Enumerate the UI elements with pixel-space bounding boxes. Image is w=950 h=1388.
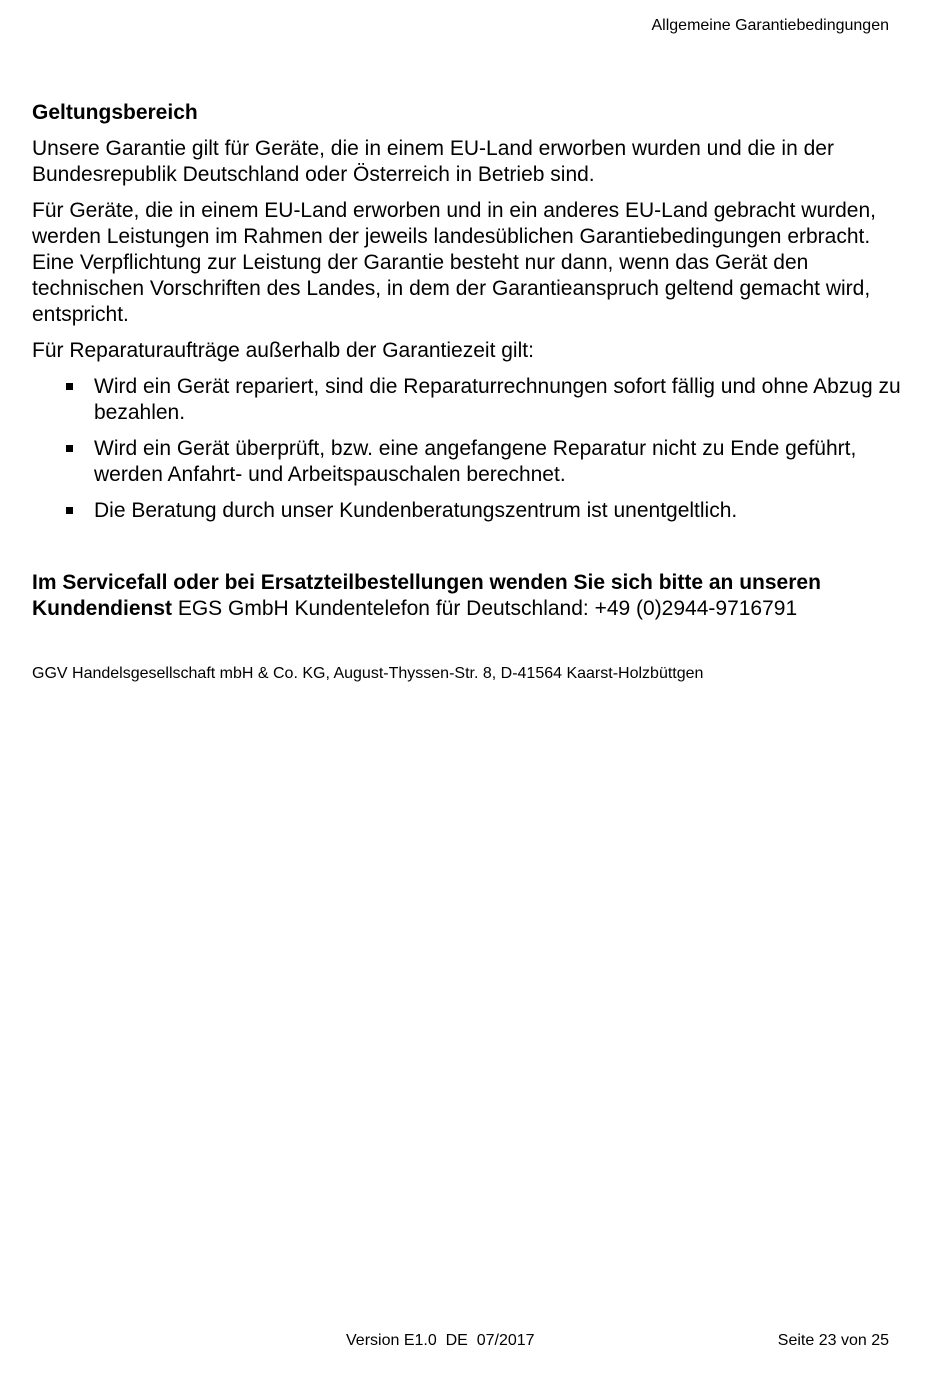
square-bullet-icon: [66, 383, 73, 390]
paragraph-eu-transfer: Für Geräte, die in einem EU-Land erworben und in ein anderes EU-Land gebracht wurden, werden Leistungen im Rahmen der jeweils landesüblichen Garantiebedingungen erbracht. Eine Verpflichtung zur Leistung der Garantie besteht nur dann, wenn das Gerät den technischen Vorschriften des Landes, in dem der Garantieanspruch geltend gemacht wird, entspricht.: [32, 199, 876, 326]
page-header-title: Allgemeine Garantiebedingungen: [651, 17, 889, 34]
service-contact-bold: Im Servicefall oder bei Ersatzteilbestellungen wenden Sie sich bitte an unseren Kundendienst: [32, 571, 821, 620]
list-item: [32, 436, 902, 488]
document-body: [32, 100, 902, 684]
company-address: GGV Handelsgesellschaft mbH & Co. KG, August-Thyssen-Str. 8, D-41564 Kaarst-Holzbüttgen: [32, 665, 704, 682]
service-contact: [32, 570, 902, 622]
repair-conditions-list: [32, 374, 902, 524]
footer-page-number: Seite 23 von 25: [777, 1332, 889, 1349]
square-bullet-icon: [66, 507, 73, 514]
list-item: [32, 374, 902, 426]
list-item-text: Wird ein Gerät überprüft, bzw. eine angefangene Reparatur nicht zu Ende geführt, werden Anfahrt- und Arbeitspauschalen berechnet.: [94, 437, 857, 486]
paragraph-repair-intro: Für Reparaturaufträge außerhalb der Garantiezeit gilt:: [32, 339, 534, 362]
list-item-text: Wird ein Gerät repariert, sind die Reparaturrechnungen sofort fällig und ohne Abzug zu bezahlen.: [94, 375, 901, 424]
service-contact-phone: EGS GmbH Kundentelefon für Deutschland: +49 (0)2944-9716791: [172, 597, 798, 620]
list-item: [32, 498, 902, 524]
section-heading: Geltungsbereich: [32, 101, 198, 124]
footer-version: Version E1.0 DE 07/2017: [346, 1332, 535, 1349]
list-item-text: Die Beratung durch unser Kundenberatungszentrum ist unentgeltlich.: [94, 499, 738, 522]
square-bullet-icon: [66, 445, 73, 452]
paragraph-scope: Unsere Garantie gilt für Geräte, die in einem EU-Land erworben wurden und die in der Bundesrepublik Deutschland oder Österreich in Betrieb sind.: [32, 137, 834, 186]
